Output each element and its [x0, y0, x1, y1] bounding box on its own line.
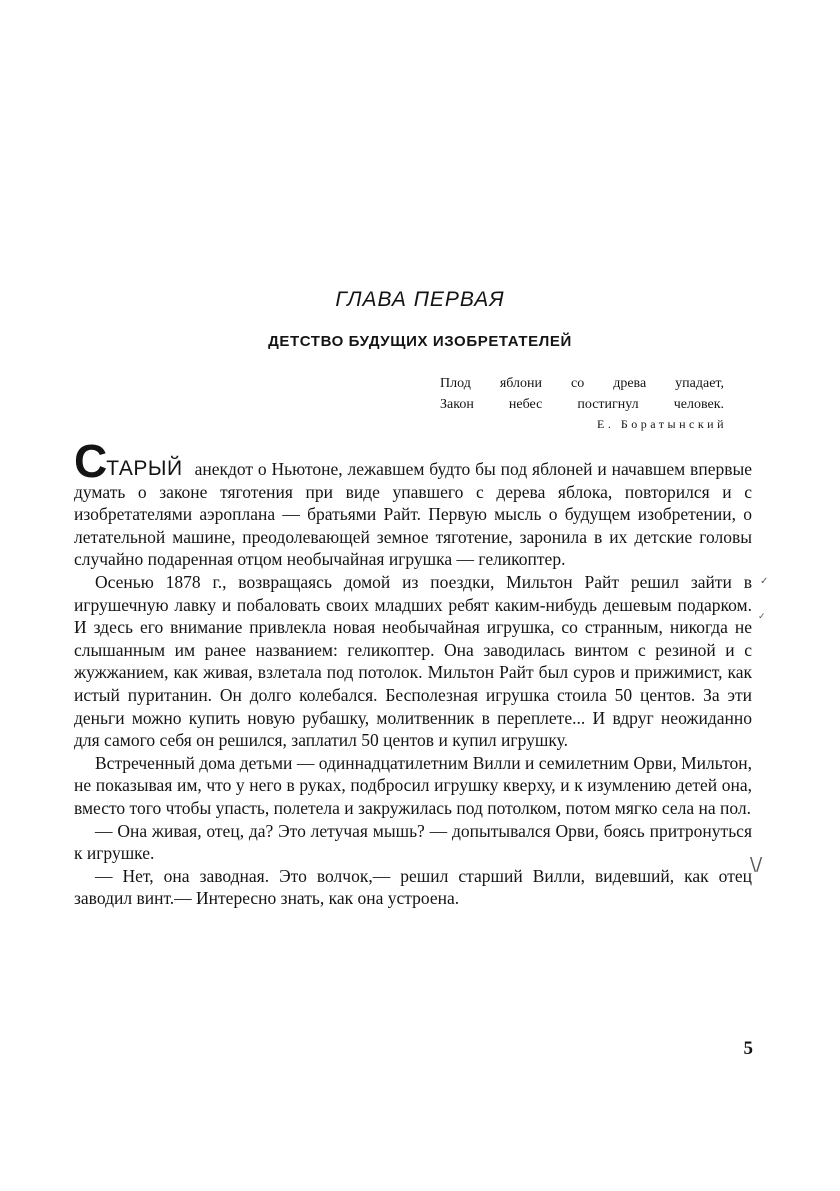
- paragraph-1-text: анекдот о Ньютоне, лежавшем будто бы под яблоней и начавшем впервые думать о законе тяготения при виде упавшего с дерева яблока, повторился и с изобретателями аэроплана — братьями Райт. Первую мысль о будущем изобретении, о летательной машине, преодолевающей земное тяготение, заронила в их детские головы случайно подаренная отцом необычайная игрушка — геликоптер.: [74, 459, 752, 570]
- drop-cap: С: [74, 435, 108, 487]
- epigraph-line-2: Закон небес постигнул человек.: [440, 397, 724, 412]
- epigraph-author: Е. Боратынский: [597, 417, 727, 431]
- margin-check-mark-3: \/: [750, 854, 763, 875]
- paragraph-2: Осенью 1878 г., возвращаясь домой из поездки, Мильтон Райт решил зайти в игрушечную лавку и побаловать своих младших ребят каким-нибудь дешевым подарком. И здесь его внимание привлекла новая необычайная игрушка, со странным, никогда не слышанным им ранее названием: геликоптер. Она заводилась винтом с резиной и с жужжанием, как живая, взлетала под потолок. Мильтон Райт был суров и прижимист, как истый пуританин. Он долго колебался. Бесполезная игрушка стоила 50 центов. За эти деньги можно купить новую рубашку, молитвенник в переплете... И вдруг неожиданно для самого себя он решился, заплатил 50 центов и купил игрушку.: [74, 571, 752, 751]
- epigraph: [440, 373, 727, 433]
- margin-check-mark-1: ✓: [760, 576, 769, 587]
- paragraph-5: — Нет, она заводная. Это волчок,— решил старший Вилли, видевший, как отец заводил винт.— Интересно знать, как она устроена.: [74, 865, 752, 909]
- first-word: ТАРЫЙ: [106, 457, 183, 480]
- epigraph-line-1: Плод яблони со древа упадает,: [440, 376, 724, 391]
- paragraph-4: — Она живая, отец, да? Это летучая мышь? — допытывался Орви, боясь притронуться к игрушке.: [74, 820, 752, 864]
- paragraph-1: [74, 435, 752, 571]
- chapter-title: ГЛАВА ПЕРВАЯ: [335, 288, 505, 311]
- margin-check-mark-2: ✓: [758, 612, 766, 622]
- paragraph-3: Встреченный дома детьми — одиннадцатилетним Вилли и семилетним Орви, Мильтон, не показывая им, что у него в руках, подбросил игрушку кверху, и к изумлению детей она, вместо того чтобы упасть, полетела и закружилась под потолком, потом мягко села на пол.: [74, 752, 752, 818]
- main-text: [74, 435, 752, 910]
- chapter-subtitle: ДЕТСТВО БУДУЩИХ ИЗОБРЕТАТЕЛЕЙ: [268, 333, 572, 350]
- page-number: 5: [743, 1038, 753, 1059]
